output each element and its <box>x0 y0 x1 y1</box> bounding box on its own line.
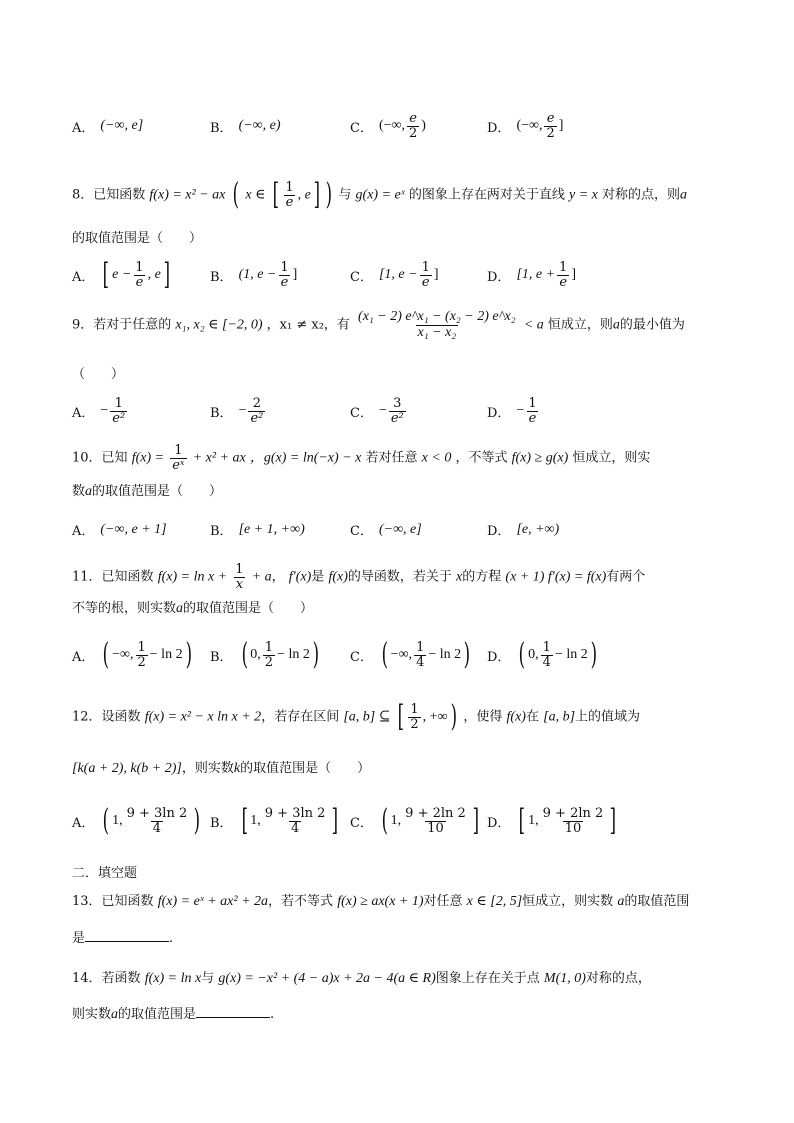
q11-options <box>72 637 732 672</box>
q8-stem-line2: 的取值范围是（ ） <box>72 231 203 246</box>
fraction: $\frac{1}{\text{eˣ}}$ <box>172 443 185 473</box>
q8-option-d[interactable]: D． [1, e + $\frac{1}{e}$ ] <box>487 259 576 290</box>
q10-option-b[interactable]: B． [e + 1, +∞) <box>210 521 305 539</box>
fraction: $\frac{e}{2}$ <box>409 111 418 141</box>
q12-option-d[interactable]: D． [ 1, $\frac{9 + 2\ln 2}{10}$ ] <box>487 803 617 838</box>
q9-stem: 9．若对于任意的 x₁, x₂ ∈ [−2, 0) ，x₁ ≠ x₂，有 $\frac{\text{(x₁ − 2) e\textasciicircum{}x₁ − (x₂ − 2) e\textasciicircum{}x₂}}{\text{x₁ − x₂}}$ < a 恒成立，则a的最小值为 <box>72 309 685 340</box>
fraction: $\frac{1}{e}$ <box>280 259 289 290</box>
q7-option-c[interactable]: C． (−∞, $\frac{e}{2}$ ) <box>350 111 426 141</box>
q8-option-b[interactable]: B． (1, e − $\frac{1}{e}$ ] <box>210 259 298 290</box>
q8-stem: 8．已知函数 f(x) = x² − ax ( x ∈ [ $\frac{1}{e}$ , e] ) 与 g(x) = eˣ 的图象上存在两对关于直线 y = x 对称的点，则a <box>72 177 688 212</box>
answer-blank[interactable] <box>196 1017 270 1018</box>
fraction: $\frac{1}{e}$ <box>528 396 537 426</box>
fraction: $\frac{9 + 2\ln 2}{10}$ <box>542 805 604 836</box>
fraction: $\frac{1}{\text{e²}}$ <box>112 396 126 426</box>
section-title: 二．填空题 <box>72 866 138 881</box>
q7-option-b[interactable]: B． (−∞, e) <box>210 118 281 136</box>
fraction: $\frac{\text{(x₁ − 2) e\textasciicircum{}x₁ − (x₂ − 2) e\textasciicircum{}x₂}}{\text{x₁ − x₂}}$ <box>358 309 516 340</box>
answer-blank[interactable] <box>85 941 169 942</box>
fraction: $\frac{1}{e}$ <box>285 179 294 210</box>
fraction: $\frac{1}{4}$ <box>416 639 425 670</box>
q12-option-b[interactable]: B． [ 1, $\frac{9 + 3\ln 2}{4}$ ] <box>210 803 339 838</box>
q9-option-b[interactable]: B． − $\frac{2}{\text{e²}}$ <box>210 396 264 426</box>
q11-stem: 11．已知函数 f(x) = ln x + $\frac{1}{x}$ + a， f′(x)是 f(x)的导函数，若关于 x的方程 (x + 1) f′(x) = f(x)有两个 <box>72 562 646 592</box>
q10-stem-line2: 数a的取值范围是（ ） <box>72 484 223 499</box>
q11-stem-line2: 不等的根，则实数a的取值范围是（ ） <box>72 601 314 616</box>
fraction: $\frac{1}{e}$ <box>559 259 568 290</box>
q11-option-c[interactable]: C． ( −∞, $\frac{1}{4}$ − ln 2 ) <box>350 637 471 672</box>
fraction: $\frac{1}{2}$ <box>137 639 146 670</box>
q8-option-c[interactable]: C． [1, e − $\frac{1}{e}$ ] <box>350 259 439 290</box>
q12-options <box>72 803 732 838</box>
q12-option-a[interactable]: A． ( 1, $\frac{9 + 3\ln 2}{4}$ ) <box>72 803 201 838</box>
q9-option-a[interactable]: A． − $\frac{1}{\text{e²}}$ <box>72 396 126 426</box>
fraction: $\frac{1}{e}$ <box>135 259 144 290</box>
fraction: $\frac{e}{2}$ <box>546 111 555 141</box>
q12-stem-line2: [k(a + 2), k(b + 2)]，则实数k的取值范围是（ ） <box>72 761 371 776</box>
q7-options <box>72 112 732 140</box>
q8-options <box>72 257 732 292</box>
q11-option-a[interactable]: A． ( −∞, $\frac{1}{2}$ − ln 2 ) <box>72 637 192 672</box>
q12-stem: 12．设函数 f(x) = x² − x ln x + 2，若存在区间 [a, b] ⊆ [ $\frac{1}{2}$ , +∞) ，使得 f(x)在 [a, b]上的值域为 <box>72 699 641 734</box>
q7-option-a[interactable]: A． (−∞, e] <box>72 118 144 136</box>
fraction: $\frac{1}{2}$ <box>410 701 419 732</box>
q12-option-c[interactable]: C． ( 1, $\frac{9 + 2\ln 2}{10}$ ] <box>350 803 479 838</box>
q8-option-a[interactable]: A． [ e − $\frac{1}{e}$ , e ] <box>72 257 170 292</box>
q11-option-b[interactable]: B． ( 0, $\frac{1}{2}$ − ln 2 ) <box>210 637 319 672</box>
q9-option-d[interactable]: D． − $\frac{1}{e}$ <box>487 396 537 426</box>
q14-stem-line2: 则实数a的取值范围是 . <box>72 1007 275 1022</box>
q13-stem: 13．已知函数 f(x) = eˣ + ax² + 2a，若不等式 f(x) ≥ ax(x + 1)对任意 x ∈ [2, 5]恒成立，则实数 a的取值范围 <box>72 894 690 909</box>
q10-option-c[interactable]: C． (−∞, e] <box>350 521 422 539</box>
fraction: $\frac{2}{\text{e²}}$ <box>250 396 264 426</box>
q14-stem: 14．若函数 f(x) = ln x与 g(x) = −x² + (4 − a)x + 2a − 4(a ∈ R)图象上存在关于点 M(1, 0)对称的点， <box>72 971 651 986</box>
q9-option-c[interactable]: C． − $\frac{3}{\text{e²}}$ <box>350 396 404 426</box>
q7-option-d[interactable]: D． (−∞, $\frac{e}{2}$ ] <box>487 111 564 141</box>
fraction: $\frac{1}{2}$ <box>264 639 274 670</box>
fraction: $\frac{9 + 3\ln 2}{4}$ <box>264 805 326 836</box>
q9-stem-line2: （ ） <box>72 367 125 382</box>
fraction: $\frac{1}{e}$ <box>421 259 430 290</box>
q10-options <box>72 520 732 539</box>
fraction: $\frac{9 + 2\ln 2}{10}$ <box>405 805 466 836</box>
q13-stem-line2: 是 . <box>72 931 174 946</box>
fraction: $\frac{1}{4}$ <box>542 639 551 670</box>
q9-options <box>72 397 732 425</box>
fraction: $\frac{1}{x}$ <box>235 562 244 592</box>
q10-option-a[interactable]: A． (−∞, e + 1] <box>72 521 167 539</box>
q10-stem: 10．已知 f(x) = $\frac{1}{\text{eˣ}}$ + x² + ax ，g(x) = ln(−x) − x 若对任意 x < 0 ，不等式 f(x) ≥ g(x) 恒成立，则实 <box>72 443 651 473</box>
q10-option-d[interactable]: D． [e, +∞) <box>487 521 560 539</box>
fraction: $\frac{3}{\text{e²}}$ <box>390 396 404 426</box>
q11-option-d[interactable]: D． ( 0, $\frac{1}{4}$ − ln 2 ) <box>487 637 597 672</box>
fraction: $\frac{9 + 3\ln 2}{4}$ <box>126 805 188 836</box>
